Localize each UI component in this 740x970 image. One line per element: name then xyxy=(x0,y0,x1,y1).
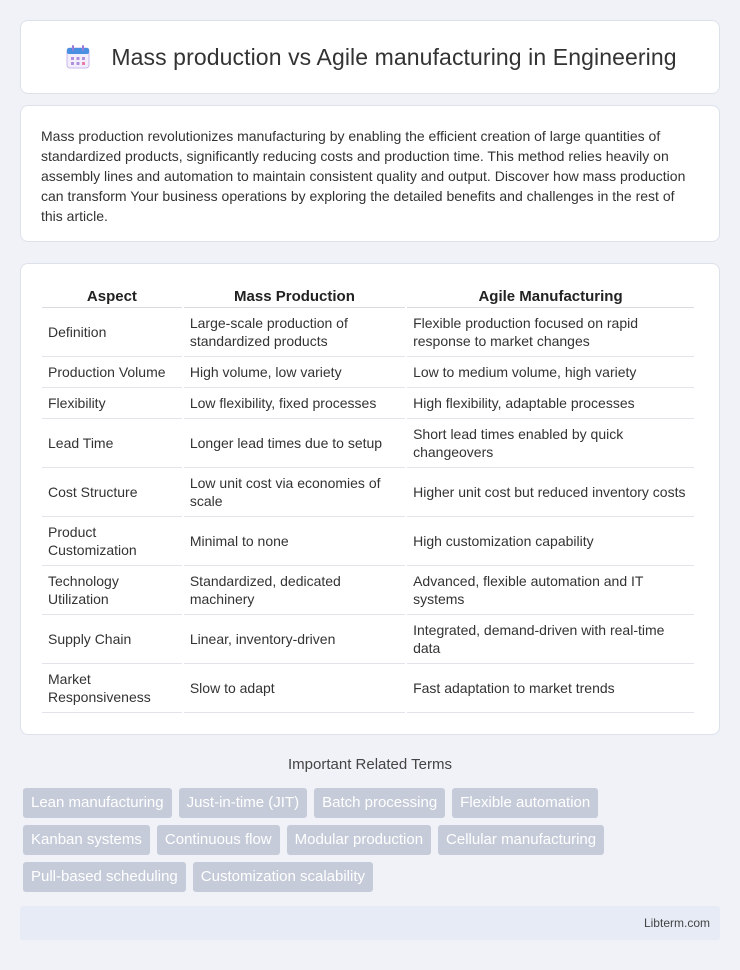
cell-agile: Fast adaptation to market trends xyxy=(407,664,694,713)
cell-aspect: Cost Structure xyxy=(42,468,182,517)
cell-aspect: Supply Chain xyxy=(42,615,182,664)
cell-agile: High customization capability xyxy=(407,517,694,566)
cell-aspect: Production Volume xyxy=(42,357,182,388)
related-term-tag[interactable]: Just-in-time (JIT) xyxy=(179,788,308,818)
intro-card xyxy=(20,105,720,242)
table-row xyxy=(42,357,694,388)
table-row xyxy=(42,419,694,468)
cell-agile: Integrated, demand-driven with real-time data xyxy=(407,615,694,664)
related-term-tag[interactable]: Pull-based scheduling xyxy=(23,862,186,892)
cell-mass: Minimal to none xyxy=(184,517,405,566)
intro-text: Mass production revolutionizes manufacturing by enabling the efficient creation of large quantities of standardized products, significantly reducing costs and production time. This method relies heavily on assembly lines and automation to maintain consistent quality and output. Discover how mass production can transform Your business operations by exploring the detailed benefits and challenges in the rest of this article. xyxy=(41,128,686,224)
cell-aspect: Technology Utilization xyxy=(42,566,182,615)
header-agile-manufacturing: Agile Manufacturing xyxy=(407,283,694,308)
cell-agile: Flexible production focused on rapid response to market changes xyxy=(407,308,694,357)
related-term-tag[interactable]: Customization scalability xyxy=(193,862,373,892)
related-term-tag[interactable]: Batch processing xyxy=(314,788,445,818)
cell-mass: Linear, inventory-driven xyxy=(184,615,405,664)
cell-agile: Low to medium volume, high variety xyxy=(407,357,694,388)
related-term-tag[interactable]: Modular production xyxy=(287,825,431,855)
cell-mass: Low flexibility, fixed processes xyxy=(184,388,405,419)
related-term-tag[interactable]: Kanban systems xyxy=(23,825,150,855)
footer xyxy=(20,906,720,940)
related-terms-list xyxy=(23,788,723,892)
cell-agile: Advanced, flexible automation and IT systems xyxy=(407,566,694,615)
header-aspect: Aspect xyxy=(42,283,182,308)
related-term-tag[interactable]: Cellular manufacturing xyxy=(438,825,604,855)
cell-agile: High flexibility, adaptable processes xyxy=(407,388,694,419)
comparison-table xyxy=(40,283,696,713)
cell-agile: Short lead times enabled by quick changeovers xyxy=(407,419,694,468)
header-mass-production: Mass Production xyxy=(184,283,405,308)
cell-aspect: Lead Time xyxy=(42,419,182,468)
cell-mass: Large-scale production of standardized products xyxy=(184,308,405,357)
cell-aspect: Product Customization xyxy=(42,517,182,566)
page-title: Mass production vs Agile manufacturing in Engineering xyxy=(111,43,677,70)
related-term-tag[interactable]: Lean manufacturing xyxy=(23,788,172,818)
table-row xyxy=(42,664,694,713)
comparison-card xyxy=(20,263,720,735)
title-card xyxy=(20,20,720,94)
table-row xyxy=(42,388,694,419)
cell-aspect: Flexibility xyxy=(42,388,182,419)
table-row xyxy=(42,615,694,664)
cell-mass: High volume, low variety xyxy=(184,357,405,388)
cell-aspect: Definition xyxy=(42,308,182,357)
table-header-row xyxy=(42,283,694,308)
cell-aspect: Market Responsiveness xyxy=(42,664,182,713)
footer-brand-link[interactable]: Libterm.com xyxy=(643,916,710,930)
related-terms-title: Important Related Terms xyxy=(288,756,452,773)
cell-mass: Longer lead times due to setup xyxy=(184,419,405,468)
table-row xyxy=(42,566,694,615)
cell-mass: Low unit cost via economies of scale xyxy=(184,468,405,517)
calendar-icon xyxy=(63,42,93,72)
related-term-tag[interactable]: Flexible automation xyxy=(452,788,598,818)
table-row xyxy=(42,468,694,517)
cell-mass: Slow to adapt xyxy=(184,664,405,713)
table-row xyxy=(42,308,694,357)
cell-agile: Higher unit cost but reduced inventory costs xyxy=(407,468,694,517)
cell-mass: Standardized, dedicated machinery xyxy=(184,566,405,615)
table-row xyxy=(42,517,694,566)
related-term-tag[interactable]: Continuous flow xyxy=(157,825,280,855)
